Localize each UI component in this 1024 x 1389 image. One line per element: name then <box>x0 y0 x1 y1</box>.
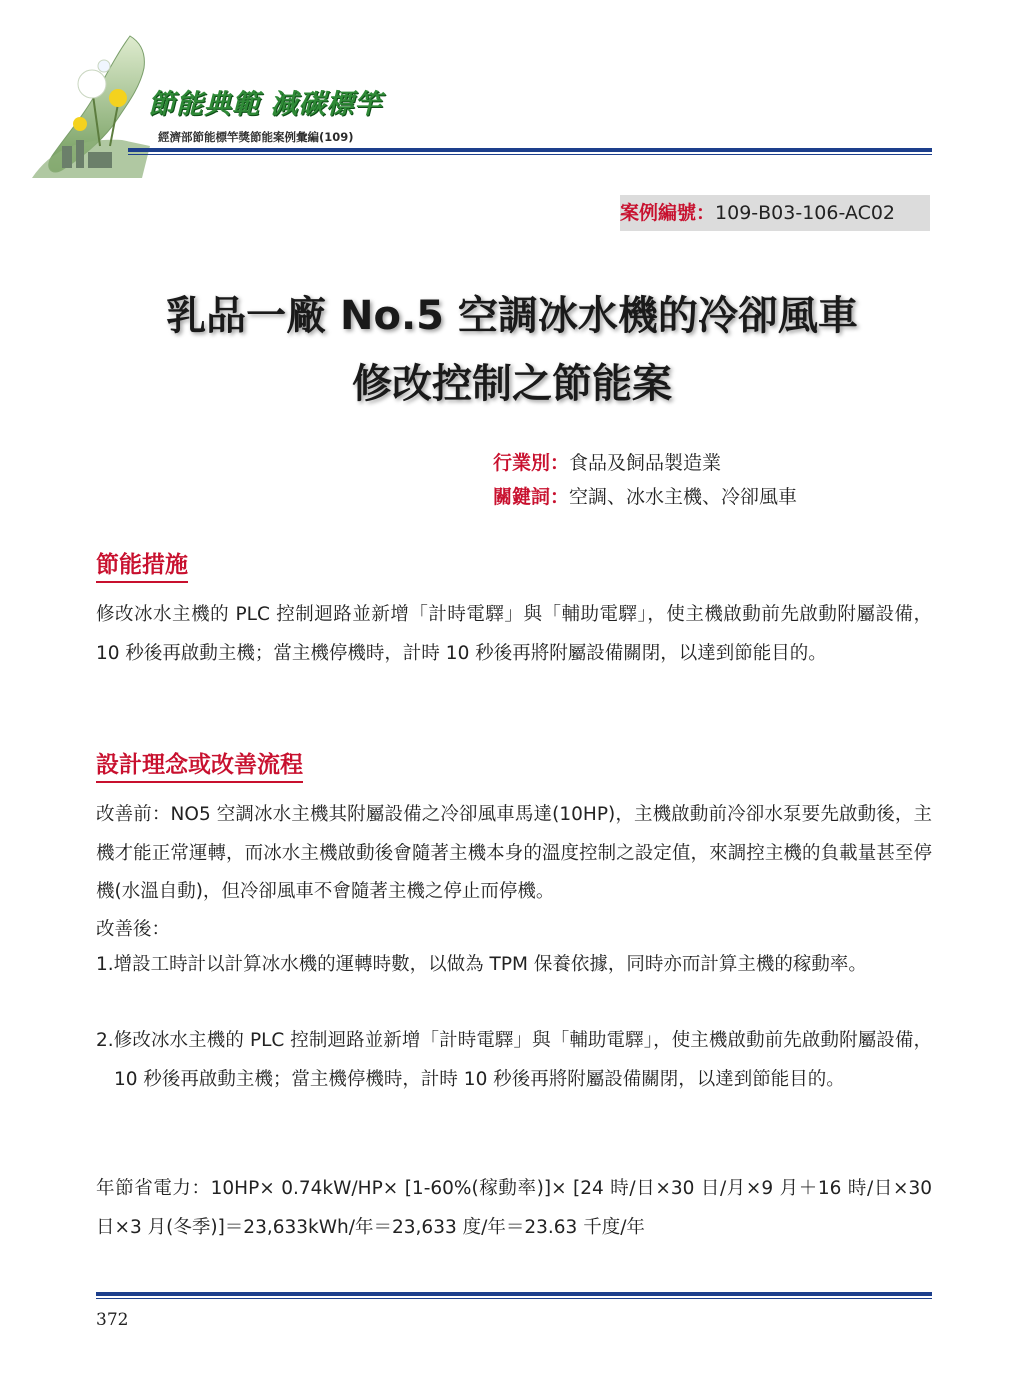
list-item: 2.修改冰水主機的 PLC 控制迴路並新增「計時電驛」與「輔助電驛」，使主機啟動前先啟動附屬設備，10 秒後再啟動主機；當主機停機時，計時 10 秒後再將附屬設備關閉，以達到節能目的。 <box>96 1030 932 1090</box>
case-number-label: 案例編號： <box>620 202 716 224</box>
keywords-label: 關鍵詞： <box>493 486 570 508</box>
header-subtitle: 經濟部節能標竿獎節能案例彙編(109) <box>158 130 354 144</box>
before-paragraph: 改善前：NO5 空調冰水主機其附屬設備之冷卻風車馬達(10HP)，主機啟動前冷卻水泵要先啟動後，主機才能正常運轉，而冰水主機啟動後會隨著主機本身的溫度控制之設定值，來調控主機的負載量甚至停機(水溫自動)，但冷卻風車不會隨著主機之停止而停機。 <box>96 804 932 902</box>
section-heading-measures: 節能措施 <box>96 546 188 583</box>
footer-rule-thin <box>96 1298 932 1299</box>
page-title-line-1: 乳品一廠 No.5 空調冰水機的冷卻風車 <box>166 293 858 339</box>
industry-value: 食品及飼品製造業 <box>569 452 722 474</box>
page-title-line-2: 修改控制之節能案 <box>352 361 672 407</box>
section-heading-design: 設計理念或改善流程 <box>96 746 303 783</box>
keywords-row <box>493 482 797 509</box>
keywords-value: 空調、冰水主機、冷卻風車 <box>569 486 798 508</box>
case-number-box <box>620 195 930 231</box>
header-title: 節能典範 減碳標竿 <box>148 89 383 120</box>
header-rule <box>128 148 932 152</box>
list-item: 1.增設工時計以計算冰水機的運轉時數，以做為 TPM 保養依據，同時亦而計算主機的稼動率。 <box>96 954 867 975</box>
savings-paragraph: 年節省電力：10HP× 0.74kW/HP× [1-60%(稼動率)]× [24 時/日×30 日/月×9 月＋16 時/日×30 日×3 月(冬季)]＝23,633kWh/年＝23,633 度/年＝23.63 千度/年 <box>96 1178 932 1238</box>
measures-paragraph: 修改冰水主機的 PLC 控制迴路並新增「計時電驛」與「輔助電驛」，使主機啟動前先啟動附屬設備，10 秒後再啟動主機；當主機停機時，計時 10 秒後再將附屬設備關閉，以達到節能目的。 <box>96 604 932 664</box>
header-rule-thin <box>128 154 932 155</box>
after-label: 改善後： <box>96 919 171 940</box>
industry-row <box>493 448 721 475</box>
footer-rule <box>96 1292 932 1296</box>
industry-label: 行業別： <box>493 452 570 474</box>
page-title <box>40 282 984 418</box>
case-number-value: 109-B03-106-AC02 <box>715 202 896 224</box>
page-number: 372 <box>96 1310 129 1330</box>
